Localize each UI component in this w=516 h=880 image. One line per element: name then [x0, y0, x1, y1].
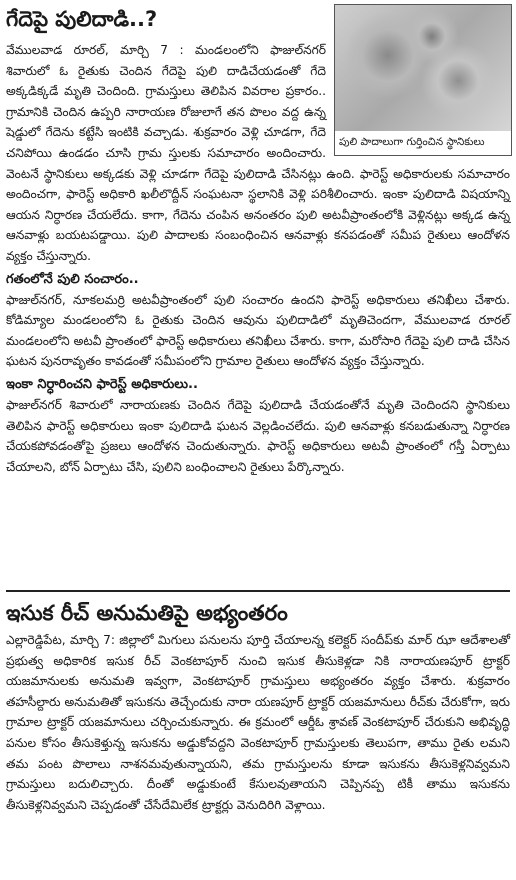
- article-divider: [6, 590, 510, 592]
- article-body-paragraph: ఎల్లారెడ్డిపేట, మార్చి 7: జిల్లాలో మిగులు పనులను పూర్తి చేయాలన్న కలెక్టర్‌ సందీప్‌కు మార్‌ ఝా ఆదేశాలతో ప్రభుత్వ అధికారిక ఇసుక రీచ్‌ వెంకటాపూర్‌ నుంచి ఇసుక తీసుకెళ్లడా నికి నారాయణపూర్‌ ట్రాక్టర్‌ యజమానులకు అనుమతి ఇవ్వగా, వెంకటాపూర్‌ గ్రామస్తులు అభ్యంతరం వ్యక్తం చేశారు. శుక్రవారం తహసీల్దారు అనుమతితో ఇసుకను తెచ్చేందుకు నారా యణపూర్‌ ట్రాక్టర్‌ యజమానులు రీచ్‌కు చేరుకోగా, ఇరు గ్రామాల ట్రాక్టర్‌ యజమానులు చర్చించుకున్నారు. ఈ క్రమంలో ఆర్డీఓ శ్రావణ్‌ వెంకటాపూర్‌ చేరుకుని అభివృద్ధి పనుల కోసం తీసుకెళ్తున్న ఇసుకను అడ్డుకోవద్దని వెంకటాపూర్‌ గ్రామస్తులకు తెలుపగా, తాము రైతు లమని తమ పంట పొలాలు నాశనమవుతున్నాయని, తమ గ్రామస్తులను కూడా ఇసుకను తీసుకెళ్లనివ్వమని గ్రామస్తులు బదులిచ్చారు. దీంతో అడ్డుకుంటే కేసులవుతాయని చెప్పినప్ప టికీ తాము ఇసుకను తీసుకెళ్లనివ్వమని చెప్పడంతో చేసేదేమిలేక ట్రాక్టర్లు వెనుదిరిగి వెళ్లాయి.: [6, 633, 510, 812]
- photo-caption: పులి పాదాలుగా గుర్తించిన స్థానికులు: [339, 136, 485, 148]
- tiger-pawprint-image: [335, 5, 511, 131]
- article-lead-paragraph: వేములవాడ రూరల్‌, మార్చి 7 : మండలంలోని ఫాజుల్‌నగర్‌ శివారులో ఓ రైతుకు చెందిన గేదెపై పులి దాడిచేయడంతో గేదె అక్కడిక్కడే మృతి చెందింది. గ్రామస్తులు తెలిపిన వివరాల ప్రకారం.. గ్రామానికి చెందిన ఉప్పరి నారాయణ రోజులాగే తన పొలం వద్ద ఉన్న షెడ్డులో గేదెను కట్టేసి ఇంటికి వచ్చాడు. శుక్రవారం వెళ్లి చూడగా, గేదె చనిపోయి ఉండడం చూసి గ్రామ స్తులకు సమాచారం అందించారు. వెంటనే స్థానికులు అక్కడకు వెళ్లి చూడగా గేదెపై పులిదాడి చేసినట్లు ఉంది. ఫారెస్ట్‌ అధికారులకు సమాచారం అందించగా, ఫారెస్ట్‌ అధికారి ఖలీలొద్దీన్‌ సంఘటనా స్థలానికి వెళ్లి పరిశీలించారు. ఇంకా పులిదాడి విషయాన్ని ఆయన నిర్ధారణ చేయలేదు. కాగా, గేదెను చంపిన అనంతరం పులి అటవీప్రాంతంలోకి వెళ్లినట్లు అక్కడ ఉన్న ఆనవాళ్లు బయటపడ్డాయి. పులి పాదాలకు సంబంధించిన ఆనవాళ్లు కనపడంతో సమీప రైతులు ఆందోళన వ్యక్తం చేస్తున్నారు.: [6, 40, 510, 267]
- article-headline: గేదెపై పులిదాడి..?: [6, 7, 158, 31]
- paragraph-past-movement: ఫాజుల్‌నగర్‌, నూకలమర్రి అటవీప్రాంతంలో పులి సంచారం ఉందని ఫారెస్ట్‌ అధికారులు తనిఖీలు చేశారు. కోడిమ్యాల మండలంలోని ఓ రైతుకు చెందిన ఆవును పులిదాడిలో మృతిచెందగా, వేములవాడ రూరల్‌ మండలంలోని అటవీ ప్రాంతంలో ఫారెస్ట్‌ అధికారులు తనిఖీలు చేశారు. కాగా, మరోసారి గేదెపై పులి దాడి చేసిన ఘటన పునరావృతం కావడంతో సమీపంలోని గ్రామాల రైతులు ఆందోళన వ్యక్తం చేస్తున్నారు.: [6, 292, 510, 369]
- article-sand-reach: [6, 598, 510, 815]
- article-photo: [334, 4, 512, 156]
- subheading-past-movement: గతంలోనే పులి సంచారం..: [6, 271, 139, 287]
- subheading-forest-officials: ఇంకా నిర్ధారించని ఫారెస్ట్‌ అధికారులు..: [6, 376, 198, 392]
- article-headline: ఇసుక రీచ్‌ అనుమతిపై అభ్యంతరం: [6, 601, 288, 625]
- paragraph-forest-officials: ఫాజుల్‌నగర్‌ శివారులో నారాయణకు చెందిన గేదెపై పులిదాడి చేయడంతోనే మృతి చెందిందని స్థానికులు తెలిపిన ఫారెస్ట్‌ అధికారులు ఇంకా పులిదాడి ఘటన వెల్లడించలేదు. పులి ఆనవాళ్లు కనబడుతున్నా నిర్ధారణ చేయకపోవడంతోపై ప్రజలు ఆందోళన చెందుతున్నారు. ఫారెస్ట్‌ అధికారులు అటవీ ప్రాంతంలో గస్తీ ఏర్పాటు చేయాలని, బోన్‌ ఏర్పాటు చేసి, పులిని బంధించాలని రైతులు పేర్కొన్నారు.: [6, 397, 510, 474]
